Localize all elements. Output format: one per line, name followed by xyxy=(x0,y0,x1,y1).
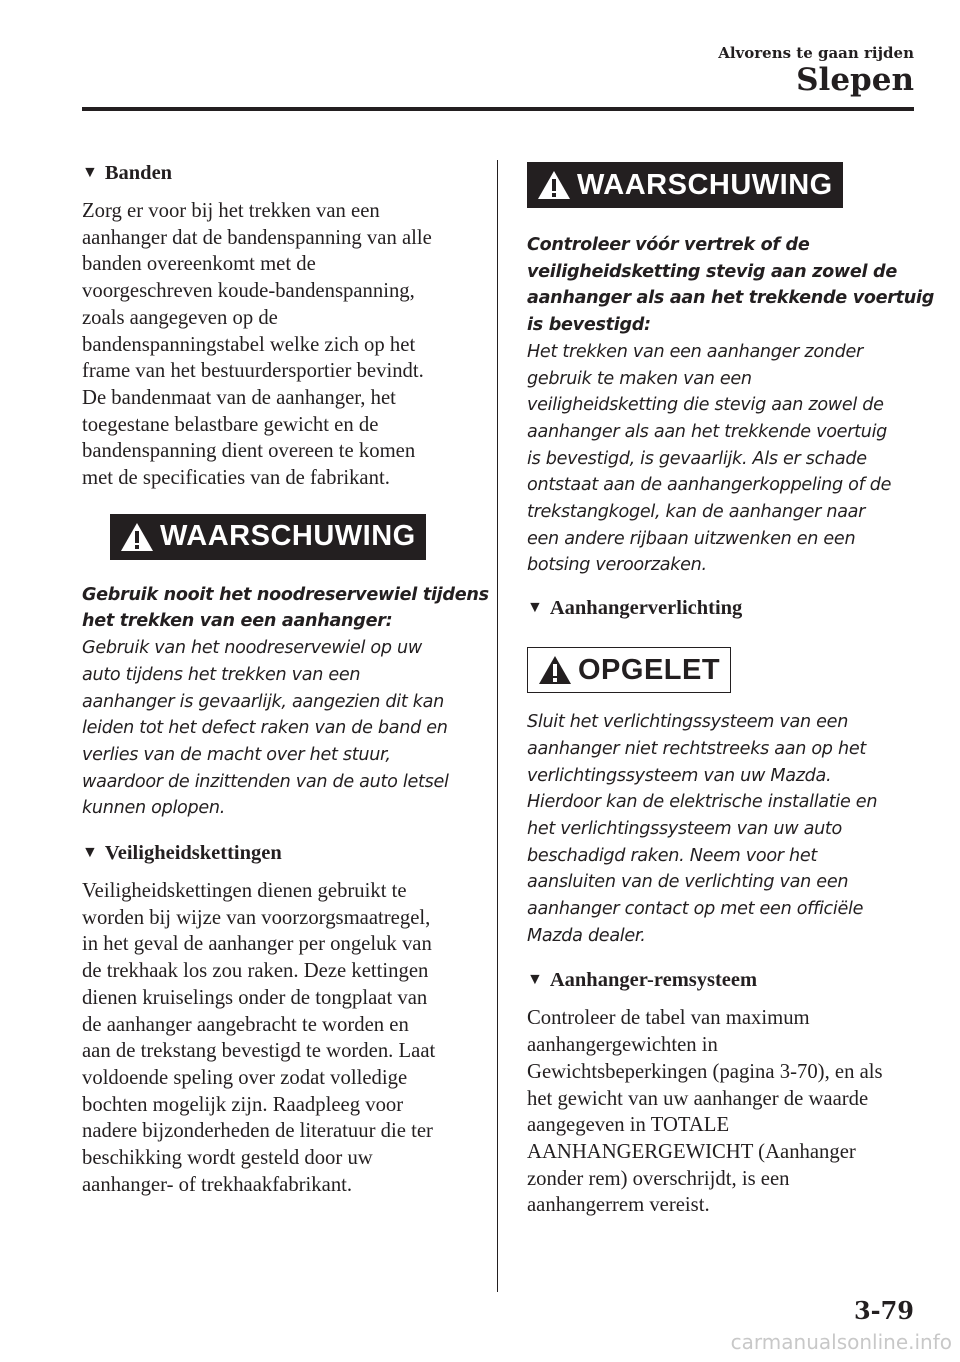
triangle-down-icon: ▼ xyxy=(82,844,98,862)
text-line: bandenspanning dient overeen te komen xyxy=(82,440,416,463)
watermark: carmanualsonline.info xyxy=(730,1330,952,1354)
caution-line: beschadigd raken. Neem voor het xyxy=(527,845,817,866)
warning-bold-line: het trekken van een aanhanger: xyxy=(82,611,393,632)
triangle-down-icon: ▼ xyxy=(82,164,98,181)
text-line: frame van het bestuurdersportier bevindt. xyxy=(82,360,424,383)
warning-line: ontstaat aan de aanhangerkoppeling of de xyxy=(527,475,892,496)
warning-bold-line: aanhanger als aan het trekkende voertuig xyxy=(527,288,935,309)
right-column xyxy=(527,158,935,1219)
warning-line: veiligheidsketting die stevig aan zowel de xyxy=(527,395,884,416)
text-line: de aanhanger aangebracht te worden en xyxy=(82,1013,409,1036)
warning-line: aanhanger als aan het trekkende voertuig xyxy=(527,421,888,442)
warning-line: kunnen oplopen. xyxy=(82,798,226,819)
heading-text: Aanhangerverlichting xyxy=(549,597,743,620)
text-line: aanhangergewichten in xyxy=(527,1034,718,1057)
heading-text: Aanhanger-remsysteem xyxy=(549,969,758,992)
veiligheid-paragraph xyxy=(82,878,470,1198)
triangle-down-icon: ▼ xyxy=(527,971,543,989)
text-line: toegestane belastbare gewicht en de xyxy=(82,413,379,436)
text-line: Gewichtsbeperkingen (pagina 3-70), en als xyxy=(527,1060,883,1083)
warning-line: botsing veroorzaken. xyxy=(527,555,707,576)
warning-line: leiden tot het defect raken van de band en xyxy=(82,718,448,739)
caution-line: Mazda dealer. xyxy=(527,925,646,946)
left-column xyxy=(82,158,489,1199)
warning-line: trekstangkogel, kan de aanhanger naar xyxy=(527,502,866,523)
text-line: in het geval de aanhanger per ongeluk van xyxy=(82,933,432,956)
text-line: De bandenmaat van de aanhanger, het xyxy=(82,386,396,409)
banden-paragraph xyxy=(82,198,470,492)
page-number: 3-79 xyxy=(853,1296,914,1325)
caution-text xyxy=(527,709,922,949)
warning-icon xyxy=(120,522,154,552)
column-divider xyxy=(497,160,498,1292)
caution-line: Hierdoor kan de elektrische installatie en xyxy=(527,792,878,813)
caution-line: aanhanger niet rechtstreeks aan op het xyxy=(527,738,866,759)
text-line: bandenspanningstabel welke zich op het xyxy=(82,333,416,356)
text-line: voldoende speling over zodat volledige xyxy=(82,1066,408,1089)
warning-line: Gebruik van het noodreservewiel op uw xyxy=(82,638,422,659)
caution-label: OPGELET xyxy=(578,653,721,686)
warning-line: Het trekken van een aanhanger zonder xyxy=(527,341,863,362)
warning-icon xyxy=(537,170,571,200)
text-line: voorgeschreven koude-bandenspanning, xyxy=(82,280,415,303)
warning-line: een andere rijbaan uitzwenken en een xyxy=(527,528,856,549)
text-line: Zorg er voor bij het trekken van een xyxy=(82,200,380,222)
warning-line: auto tijdens het trekken van een xyxy=(82,664,361,685)
caution-line: verlichtingssysteem van uw Mazda. xyxy=(527,765,832,786)
text-line: zonder rem) overschrijdt, is een xyxy=(527,1167,790,1190)
caution-line: aansluiten van de verlichting van een xyxy=(527,872,849,893)
text-line: banden overeenkomt met de xyxy=(82,253,316,276)
caution-banner xyxy=(527,647,731,693)
text-line: Veiligheidskettingen dienen gebruikt te xyxy=(82,880,407,903)
text-line: aangegeven in TOTALE xyxy=(527,1114,730,1137)
warning-banner xyxy=(110,514,426,560)
warning-line: verlies van de macht over het stuur, xyxy=(82,744,391,765)
text-line: worden bij wijze van voorzorgsmaatregel, xyxy=(82,906,431,929)
text-line: het gewicht van uw aanhanger de waarde xyxy=(527,1087,869,1110)
warning-label: WAARSCHUWING xyxy=(577,168,833,201)
warning-line: gebruik te maken van een xyxy=(527,368,752,389)
section-heading-verlichting xyxy=(527,593,922,623)
warning-label: WAARSCHUWING xyxy=(160,520,416,553)
text-line: nadere bijzonderheden de literatuur die ter xyxy=(82,1120,433,1143)
warning-bold-line: Controleer vóór vertrek of de xyxy=(527,235,810,255)
caution-line: het verlichtingssysteem van uw auto xyxy=(527,818,842,839)
text-line: AANHANGERGEWICHT (Aanhanger xyxy=(527,1140,856,1163)
text-line: zoals aangegeven op de xyxy=(82,306,278,329)
warning-icon xyxy=(538,655,572,685)
section-title: Slepen xyxy=(796,62,914,98)
warning-line: waardoor de inzittenden van de auto letsel xyxy=(82,771,449,792)
text-line: dienen kruiselings onder de tongplaat van xyxy=(82,986,428,1009)
heading-text: Veiligheidskettingen xyxy=(104,842,282,865)
triangle-down-icon: ▼ xyxy=(527,599,543,617)
warning-line: aanhanger is gevaarlijk, aangezien dit kan xyxy=(82,691,444,712)
text-line: aanhanger- of trekhaakfabrikant. xyxy=(82,1173,353,1196)
warning-line: is bevestigd, is gevaarlijk. Als er schade xyxy=(527,448,867,469)
chapter-title: Alvorens te gaan rijden xyxy=(718,44,914,62)
text-line: beschikking wordt gesteld door uw xyxy=(82,1147,373,1170)
text-line: aan de trekstang bevestigd te worden. Laat xyxy=(82,1040,436,1063)
section-heading-banden xyxy=(82,158,470,188)
text-line: aanhanger dat de bandenspanning van alle xyxy=(82,226,432,249)
caution-line: Sluit het verlichtingssysteem van een xyxy=(527,712,849,733)
heading-text: Banden xyxy=(104,162,173,184)
warning-bold-line: veiligheidsketting stevig aan zowel de xyxy=(527,261,897,282)
remsysteem-paragraph xyxy=(527,1005,922,1219)
warning-banner xyxy=(527,162,843,208)
text-line: aanhangerrem vereist. xyxy=(527,1194,710,1217)
warning-bold-line: Gebruik nooit het noodreservewiel tijdens xyxy=(82,584,489,605)
warning-text xyxy=(82,582,489,822)
caution-line: aanhanger contact op met een officiële xyxy=(527,899,864,920)
text-line: de trekhaak los zou raken. Deze kettingen xyxy=(82,960,429,983)
header-rule xyxy=(82,107,914,111)
text-line: Controleer de tabel van maximum xyxy=(527,1007,810,1030)
warning-text xyxy=(527,232,935,579)
text-line: met de specificaties van de fabrikant. xyxy=(82,467,390,490)
section-heading-veiligheid xyxy=(82,838,470,868)
section-heading-remsysteem xyxy=(527,965,922,995)
warning-bold-line: is bevestigd: xyxy=(527,315,651,336)
text-line: bochten mogelijk zijn. Raadpleeg voor xyxy=(82,1093,404,1116)
